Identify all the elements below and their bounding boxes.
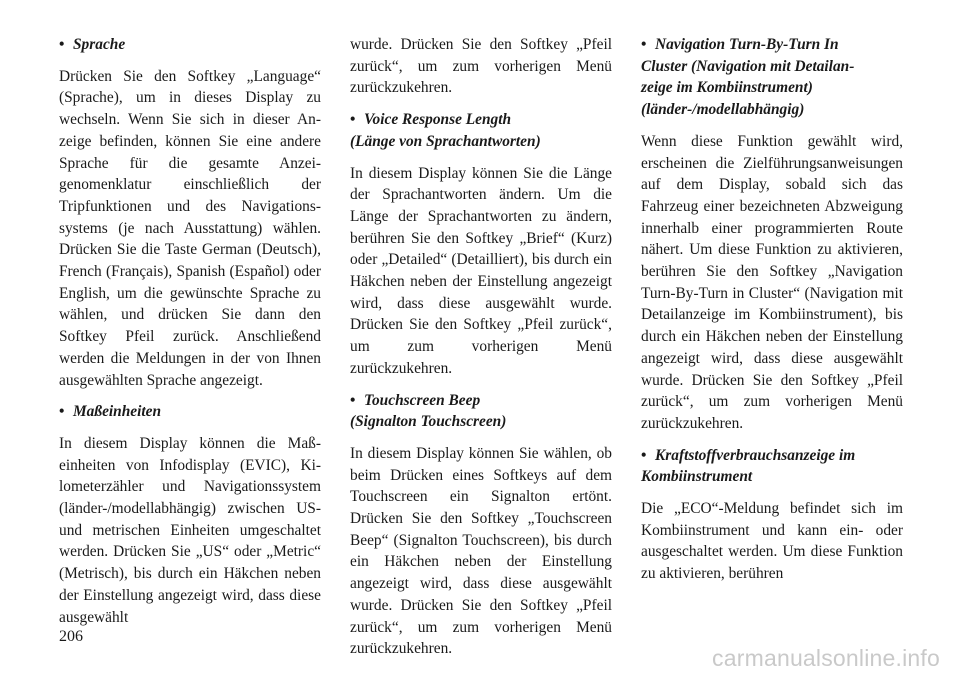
heading-line: zeige im Kombiinstrument)	[641, 79, 813, 97]
section-heading	[641, 445, 903, 488]
paragraph: In diesem Display können die Maßeinheiten von Infodisplay (EVIC), Kilometerzähler und Navigationssystem (länder-/modellabhängig) zwischen US- und metrischen Einheiten umgeschaltet werden. Drücken Sie „US“ oder „Metric“ (Metrisch), bis durch ein Häkchen neben der Einstellung angezeigt wird, dass diese ausgewählt	[59, 434, 321, 626]
paragraph-continued: wurde. Drücken Sie den Softkey „Pfeil zurück“, um zum vorherigen Menü zurückzukehren.	[350, 36, 612, 97]
page-number: 206	[59, 628, 83, 645]
text-column-1	[59, 34, 321, 638]
paragraph: In diesem Display können Sie wählen, ob beim Drücken eines Softkeys auf dem Touchscreen ein Signalton ertönt. Drücken Sie den Softkey „Touchscreen Beep“ (Signalton Touchscreen), bis durch ein Häkchen neben der Einstellung angezeigt wird, dass diese ausgewählt wurde. Drücken Sie den Softkey „Pfeil zurück“, um zum vorherigen Menü zurückzukehren.	[350, 444, 612, 658]
paragraph: In diesem Display können Sie die Länge der Sprachantworten ändern. Um die Länge der Sprachantworten zu ändern, berühren Sie den Softkey „Brief“ (Kurz) oder „Detailed“ (Detailliert), bis durch ein Häkchen neben der Einstellung angezeigt wird, dass diese ausgewählt wurde. Drücken Sie den Softkey „Pfeil zurück“, um zum vorherigen Menü zurückzukehren.	[350, 164, 612, 377]
bullet-icon: •	[59, 36, 65, 53]
heading-line: Kraftstoffverbrauchsanzeige im	[655, 446, 856, 464]
paragraph: Drücken Sie den Softkey „Language“ (Sprache), um in dieses Display zu wechseln. Wenn Sie sich in dieser Anzeige befinden, können Sie eine andere Sprache für die gesamte Anzeigenomenklatur einschließlich der Tripfunktionen und des Navigationssystems (je nach Ausstattung) wählen. Drücken Sie die Taste German (Deutsch), French (Français), Spanish (Español) oder English, um die gewünschte Sprache zu wählen, und drücken Sie dann den Softkey Pfeil zurück. Anschließend werden die Meldungen in der von Ihnen ausgewählten Sprache angezeigt.	[59, 67, 321, 389]
heading-line: Sprache	[73, 36, 126, 53]
heading-line: Touchscreen Beep	[364, 391, 481, 409]
watermark: carmanualsonline.info	[712, 645, 940, 671]
bullet-icon: •	[641, 36, 647, 53]
heading-line: Navigation Turn-By-Turn In	[655, 36, 839, 53]
heading-line: Kombiinstrument	[641, 468, 753, 486]
section-heading	[59, 34, 321, 56]
text-column-2	[350, 34, 612, 670]
paragraph: Die „ECO“-Meldung befindet sich im Kombiinstrument und kann ein- oder ausgeschaltet werden. Um diese Funktion zu aktivieren, berühren	[641, 500, 903, 583]
section-heading	[350, 390, 612, 433]
heading-line: (Länge von Sprachantworten)	[350, 132, 541, 150]
heading-line: Voice Response Length	[364, 111, 512, 129]
heading-line: (länder-/modellabhängig)	[641, 101, 805, 119]
text-column-3	[641, 34, 903, 595]
bullet-icon: •	[350, 391, 356, 409]
heading-line: Maßeinheiten	[73, 403, 162, 421]
section-heading	[350, 109, 612, 152]
bullet-icon: •	[59, 403, 65, 421]
section-heading	[59, 401, 321, 423]
bullet-icon: •	[641, 446, 647, 464]
heading-line: Cluster (Navigation mit Detailan-	[641, 57, 855, 75]
section-heading	[641, 34, 903, 121]
bullet-icon: •	[350, 111, 356, 129]
heading-line: (Signalton Touchscreen)	[350, 413, 507, 431]
paragraph: Wenn diese Funktion gewählt wird, erscheinen die Zielführungsanweisungen auf dem Display, sobald sich das Fahrzeug einer bezeichneten Abzweigung innerhalb einer programmierten Route nähert. Um diese Funktion zu aktivieren, berühren Sie den Softkey „Navigation Turn-By-Turn in Cluster“ (Navigation mit Detailanzeige im Kombiinstrument), bis durch ein Häkchen neben der Einstellung angezeigt wird, dass diese ausgewählt wurde. Drücken Sie den Softkey „Pfeil zurück“, um zum vorherigen Menü zurückzukehren.	[641, 132, 903, 432]
